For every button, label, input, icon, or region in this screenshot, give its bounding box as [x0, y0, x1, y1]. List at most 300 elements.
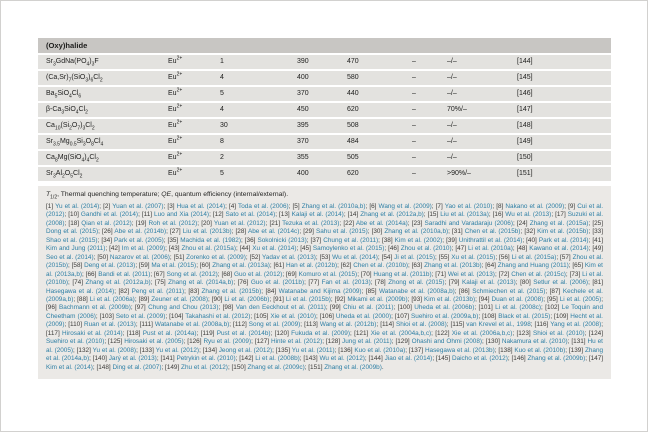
citation-link[interactable]: Hirosaki et al. (2014): [62, 329, 123, 337]
citation-link[interactable]: Zhang et al. (2012a,b): [360, 211, 424, 219]
citation-link[interactable]: Fukuda et al. (2009): [291, 329, 350, 337]
reference-number: [21]: [269, 219, 283, 227]
citation-link[interactable]: Fan et al. (2013): [321, 279, 371, 287]
reference-number: [52]: [249, 253, 263, 261]
citation-link[interactable]: Zhang et al. (2009b): [324, 363, 382, 371]
citation-link[interactable]: Dong et al. (2015): [46, 228, 99, 236]
reference-number: [105]: [254, 312, 271, 320]
reference-number: [92]: [334, 295, 348, 303]
citation-link[interactable]: Hasegawa et al. (2014): [46, 287, 115, 295]
citation-link[interactable]: Guo et al. (2012): [234, 270, 283, 278]
reference-number: [16]: [492, 211, 506, 219]
reference-number: [12]: [212, 211, 226, 219]
reference-number: [121]: [354, 329, 371, 337]
reference-number: [54]: [381, 253, 395, 261]
excitation-wavelength: 400: [297, 74, 309, 81]
reference-number: [14]: [347, 211, 361, 219]
reference-number: [59]: [138, 262, 152, 270]
reference-number: [118]: [126, 329, 143, 337]
citation-link[interactable]: Petrykin et al. (2010): [176, 355, 236, 363]
citation-link[interactable]: Daicho et al. (2012): [451, 355, 508, 363]
citation-link[interactable]: Nakamura et al. (2010): [501, 338, 568, 346]
citation-link[interactable]: Wei et al. (2013): [447, 270, 495, 278]
citation-link[interactable]: Jung et al. (2011): [342, 338, 392, 346]
citation-link[interactable]: Hirosaki et al. (2005): [124, 338, 184, 346]
citation-link[interactable]: Sokolnicki (2013): [257, 236, 307, 244]
citation-link[interactable]: Abe et al. (2014c): [247, 228, 300, 236]
citation-link[interactable]: Watanabe et al. (2008a,b): [378, 287, 455, 295]
citation-link[interactable]: Cui et al. (2012): [46, 203, 604, 219]
emission-wavelength: 484: [347, 138, 359, 145]
reference-number: [20]: [201, 219, 214, 227]
thermal-quenching-value: –: [412, 58, 416, 65]
citation-link[interactable]: Hua et al. (2014): [176, 203, 226, 210]
citation-link[interactable]: Roh et al. (2012): [148, 219, 198, 227]
citation-link[interactable]: Li et al. (2006a): [89, 295, 135, 303]
citation-link[interactable]: Qian et al. (2012): [81, 219, 132, 227]
emission-wavelength: 620: [347, 170, 359, 177]
reference-number: [106]: [319, 312, 336, 320]
citation-link[interactable]: Mikami et al. (2009b): [347, 295, 408, 303]
citation-link[interactable]: Chung et al. (2011): [323, 236, 379, 244]
table-row: [38, 167, 611, 183]
citation-link[interactable]: Duan et al. (2008): [491, 295, 544, 303]
citation-link[interactable]: Abe et al. (2014a): [355, 219, 408, 227]
table-body: [38, 55, 611, 183]
compound-formula: $Sr_3Al_2O_5Cl_2$: [46, 170, 83, 180]
reference-number: [99]: [330, 304, 344, 312]
table-footnote: $T_{1/2}$, Thermal quenching temperature; QE, quantum efficiency (internal/external).: [46, 191, 289, 201]
activator-concentration: 4: [220, 74, 224, 81]
citation-link[interactable]: Luo and Xia (2014): [154, 211, 210, 219]
reference-number: [64]: [485, 262, 498, 270]
citation-link[interactable]: Unithrattil et al. (2014): [458, 236, 523, 244]
activator-concentration: 1: [220, 58, 224, 65]
activator-ion: $Eu^{2+}$: [168, 87, 183, 97]
citation-link[interactable]: Zhang et al. (2014a,b): [168, 279, 234, 287]
thermal-quenching-value: –: [412, 170, 416, 177]
reference-number: [88]: [77, 295, 90, 303]
citation-link[interactable]: Yao et al. (2010): [444, 203, 493, 210]
citation-link[interactable]: Wang et al. (2009): [378, 203, 432, 210]
reference-number: [51]: [173, 253, 187, 261]
reference-number: [29]: [303, 228, 316, 236]
reference-number: [140]: [92, 355, 109, 363]
citation-link[interactable]: Im et al. (2009): [121, 245, 166, 253]
reference-number: [55]: [438, 253, 452, 261]
excitation-wavelength: 400: [297, 170, 309, 177]
excitation-wavelength: 395: [297, 122, 309, 129]
reference-number: [41]: [592, 236, 604, 244]
citation-link[interactable]: Hecht et al. (2009): [46, 312, 603, 329]
reference-number: [110]: [68, 321, 85, 329]
reference-number: [124]: [588, 329, 603, 337]
reference-number: [43]: [168, 245, 182, 253]
reference-number: [127]: [254, 338, 271, 346]
reference-number: [60]: [199, 262, 213, 270]
citation-link[interactable]: Black et al. (2015): [498, 312, 551, 320]
activator-concentration: 4: [220, 106, 224, 113]
excitation-wavelength: 370: [297, 90, 309, 97]
citation-link[interactable]: Li et al. (2015b): [285, 295, 331, 303]
citation-link[interactable]: Zeuner et al. (2008): [151, 295, 208, 303]
reference-number: [1]: [46, 203, 56, 210]
reference-number: [77]: [308, 279, 322, 287]
citation-link[interactable]: Zhang et al. (2013b): [424, 262, 482, 270]
reference-number: [120]: [274, 329, 292, 337]
reference-bracket: [145]: [517, 74, 533, 81]
reference-number: [144]: [368, 355, 385, 363]
citation-link[interactable]: Kalaji et al. (2014): [291, 211, 344, 219]
citation-link[interactable]: Huang et al. (2011b): [373, 270, 432, 278]
reference-number: [66]: [85, 270, 99, 278]
citation-link[interactable]: Li et al. (2008c): [495, 304, 541, 312]
citation-link[interactable]: Pust et al. (2014b): [216, 329, 271, 337]
reference-number: [109]: [554, 312, 571, 320]
reference-number: [31]: [452, 228, 465, 236]
reference-number: [9]: [568, 203, 578, 210]
citation-link[interactable]: Ding et al. (2007): [112, 363, 162, 371]
reference-number: [46]: [388, 245, 401, 253]
reference-number: [36]: [244, 236, 258, 244]
quantum-efficiency: –/–: [447, 154, 457, 161]
reference-number: [10]: [68, 211, 81, 219]
citation-link[interactable]: Kim et al. (2014): [46, 363, 93, 371]
citation-link[interactable]: Ryu et al. (2009): [203, 338, 252, 346]
reference-number: [75]: [154, 279, 169, 287]
citation-link[interactable]: Li et al. (2010a): [467, 245, 513, 253]
thermal-quenching-value: –: [412, 122, 416, 129]
reference-number: [101]: [478, 304, 496, 312]
citation-link[interactable]: Kim et al. (2013a,b): [46, 262, 603, 278]
reference-number: [145]: [435, 355, 452, 363]
citation-link[interactable]: Wang et al. (2012b): [319, 321, 377, 329]
citation-link[interactable]: Van den Eeckhout et al. (2011): [235, 304, 326, 312]
citation-link[interactable]: Yu et al. (2008): [92, 346, 137, 354]
citation-link[interactable]: Zhang et al. (2013a): [212, 262, 270, 270]
citation-link[interactable]: Park et al. (2005): [114, 236, 164, 244]
reference-number: [80]: [520, 279, 534, 287]
reference-number: [134]: [202, 346, 219, 354]
citation-link[interactable]: Guo et al. (2011b): [250, 279, 305, 287]
reference-number: [114]: [380, 321, 396, 329]
citation-link[interactable]: Yu et al. (2014): [55, 203, 100, 210]
citation-link[interactable]: Watanabe and Kijima (2009): [278, 287, 362, 295]
citation-link[interactable]: Chen et al. (2015b): [464, 228, 521, 236]
reference-number: [112]: [233, 321, 249, 329]
reference-number: [85]: [365, 287, 379, 295]
reference-number: [24]: [516, 219, 530, 227]
citation-link[interactable]: Zhong et al. (2015): [388, 279, 445, 287]
citation-link[interactable]: Kim and Jung (2011): [46, 245, 106, 253]
citation-link[interactable]: Ma et al. (2015): [151, 262, 197, 270]
reference-number: [143]: [303, 355, 320, 363]
citation-link[interactable]: Wu et al. (2014): [332, 253, 378, 261]
citation-link[interactable]: Saradhi and Varadaraju (2006): [424, 219, 513, 227]
reference-number: [131]: [571, 338, 588, 346]
reference-number: [107]: [394, 312, 412, 320]
citation-link[interactable]: Zhang et al. (2012a,b): [85, 279, 151, 287]
reference-number: [7]: [435, 203, 445, 210]
reference-number: [139]: [568, 346, 585, 354]
reference-number: [32]: [524, 228, 538, 236]
citation-link[interactable]: Xu et al. (2015): [451, 253, 496, 261]
reference-number: [103]: [99, 312, 116, 320]
citation-link[interactable]: Zhang et al. (2015b): [201, 287, 262, 295]
citation-link[interactable]: Ji et al. (2015): [394, 253, 435, 261]
citation-link[interactable]: Song et al. (2012): [166, 270, 218, 278]
reference-number: [8]: [496, 203, 506, 210]
citation-link[interactable]: Samoylenko et al. (2015): [312, 245, 385, 253]
reference-number: [79]: [448, 279, 462, 287]
citation-link[interactable]: Hinte et al. (2012): [270, 338, 323, 346]
reference-number: [133]: [139, 346, 156, 354]
compound-formula: $Sr_3GdNa(PO_4)_3F$: [46, 58, 99, 68]
citation-link[interactable]: Suehiro et al. (2009a,b): [411, 312, 479, 320]
citation-link[interactable]: Yang et al. (2008): [550, 321, 602, 329]
citation-link[interactable]: Yu et al. (2011): [291, 346, 335, 354]
citation-link[interactable]: Wu et al. (2012): [319, 355, 365, 363]
citation-link[interactable]: Park et al. (2014): [538, 236, 589, 244]
citation-link[interactable]: Deng et al. (2013): [84, 262, 136, 270]
citation-link[interactable]: Li et al. (2006b): [224, 295, 270, 303]
excitation-wavelength: 355: [297, 154, 309, 161]
citation-link[interactable]: Zhang et al. (2014a,b): [46, 346, 604, 363]
citation-link[interactable]: Jarý et al. (2013): [108, 355, 157, 363]
citation-link[interactable]: Yadav et al. (2013): [262, 253, 316, 261]
citation-link[interactable]: Li et al. (2008b): [255, 355, 300, 363]
citation-link[interactable]: Li et al. (2005): [559, 295, 602, 303]
citation-link[interactable]: Kim et al. (2002): [394, 236, 443, 244]
citation-link[interactable]: Zhang et al. (2009c): [247, 363, 305, 371]
quantum-efficiency: –/–: [447, 58, 457, 65]
activator-ion: $Eu^{2+}$: [168, 135, 183, 145]
emission-wavelength: 620: [347, 106, 359, 113]
emission-wavelength: 580: [347, 74, 359, 81]
activator-ion: $Eu^{2+}$: [168, 119, 183, 129]
reference-number: [113]: [304, 321, 320, 329]
activator-ion: $Eu^{2+}$: [168, 55, 183, 65]
reference-number: [4]: [228, 203, 239, 210]
citation-link[interactable]: Abe et al. (2014b): [114, 228, 167, 236]
activator-ion: $Eu^{2+}$: [168, 103, 183, 113]
reference-number: [100]: [397, 304, 415, 312]
citation-link[interactable]: Zhu et al. (2012): [181, 363, 228, 371]
reference-number: [96]: [46, 304, 60, 312]
reference-number: [82]: [118, 287, 132, 295]
citation-link[interactable]: Kawano et al. (2014): [529, 245, 589, 253]
citation-link[interactable]: Li et al. (2010b): [46, 270, 603, 287]
reference-number: [102]: [545, 304, 562, 312]
citation-link[interactable]: Bandi et al. (2011): [98, 270, 151, 278]
citation-link[interactable]: Takahashi et al. (2012): [185, 312, 251, 320]
compound-formula: $Ba_5SiO_4Cl_6$: [46, 90, 82, 100]
reference-number: [132]: [76, 346, 93, 354]
citation-link[interactable]: Toda et al. (2006): [238, 203, 289, 210]
citation-link[interactable]: Peng et al. (2011): [131, 287, 185, 295]
reference-number: [50]: [97, 253, 110, 261]
reference-number: [42]: [109, 245, 122, 253]
citation-link[interactable]: Le Toquin and Cheetham (2006): [46, 304, 604, 320]
citation-link[interactable]: Xie et al. (2004a,b,c): [370, 329, 432, 337]
citation-link[interactable]: Zhou et al. (2015a): [181, 245, 236, 253]
citation-link[interactable]: Hu et al. (2005): [46, 338, 603, 354]
citation-link[interactable]: Kuo et al. (2010b): [514, 346, 566, 354]
reference-number: [147]: [588, 355, 604, 363]
citation-link[interactable]: Pust et al. (2014a): [142, 329, 197, 337]
quantum-efficiency: –/–: [447, 74, 457, 81]
citation-link[interactable]: Hasegawa et al. (2013b): [424, 346, 495, 354]
citation-link[interactable]: Uheda et al. (2006b): [414, 304, 475, 312]
citation-link[interactable]: Xu et al. (2014): [252, 245, 297, 253]
citation-link[interactable]: Zhang and Huang (2011): [497, 262, 569, 270]
citation-link[interactable]: Nazarov et al. (2006): [109, 253, 170, 261]
citation-link[interactable]: Wu et al. (2013): [505, 211, 552, 219]
citation-link[interactable]: Chiu et al. (2011): [343, 304, 394, 312]
citation-link[interactable]: Li et al. (2015a): [511, 253, 557, 261]
reference-number: [129]: [395, 338, 412, 346]
citation-link[interactable]: Shioi et al. (2010): [533, 329, 585, 337]
reference-number: [125]: [108, 338, 125, 346]
citation-link[interactable]: Zhang et al. (2010a,b): [301, 203, 366, 210]
citation-link[interactable]: Suzuki et al. (2008): [46, 211, 603, 227]
citation-link[interactable]: Zhang et al. (2010a,b): [384, 228, 449, 236]
citation-link[interactable]: Ohashi and Ohmi (2008): [411, 338, 483, 346]
reference-number: [108]: [482, 312, 499, 320]
citation-link[interactable]: Watanabe et al. (2008a,b): [154, 321, 230, 329]
citation-link[interactable]: Machida et al. (1982): [180, 236, 241, 244]
reference-number: [122]: [435, 329, 452, 337]
citation-link[interactable]: Zhou et al. (2015b): [46, 253, 604, 270]
reference-number: [74]: [72, 279, 86, 287]
citation-link[interactable]: Sahu et al. (2015): [315, 228, 368, 236]
citation-link[interactable]: Xie et al. (2010): [270, 312, 316, 320]
reference-number: [53]: [319, 253, 333, 261]
reference-number: [39]: [446, 236, 459, 244]
reference-number: [81]: [592, 279, 604, 287]
citation-link[interactable]: Kuo et al. (2010a): [354, 346, 406, 354]
citation-link[interactable]: Schmiechen et al. (2015): [472, 287, 546, 295]
reference-number: [48]: [516, 245, 530, 253]
reference-number: [34]: [101, 236, 115, 244]
citation-link[interactable]: Ruan et al. (2013): [84, 321, 136, 329]
citation-link[interactable]: Gandhi et al. (2014): [80, 211, 139, 219]
emission-wavelength: 508: [347, 122, 359, 129]
references-paragraph: [1] Yu et al. (2014); [2] Yuan et al. (2007); [3] Hua et al. (2014); [4] Toda et al. (2006); [5] Zhang et al. (2010a,b); [6] Wang et al. (2009); [7] Yao et al. (2010); [8] Nakano et al. (2009); [9] Cui et al. (2012); [10] Gandhi et al. (2014); [11] Luo and Xia (2014); [12] Sato et al. (2014); [13] Kalaji et al. (2014); [14] Zhang et al. (2012a,b); [15] Liu et al. (2013a); [16] Wu et al. (2013); [17] Suzuki et al. (2008); [18] Qian et al. (2012); [19] Roh et al. (2012); [20] Yuan et al. (2012); [21] Tezuka et al. (2013); [22] Abe et al. (2014a); [23] Saradhi and Varadaraju (2006); [24] Zhang et al. (2015a); [25] Dong et al. (2015); [26] Abe et al. (2014b); [27] Liu et al. (2013b); [28] Abe et al. (2014c); [29] Sahu et al. (2015); [30] Zhang et al. (2010a,b); [31] Chen et al. (2015b); [32] Kim et al. (2015b); [33] Shao et al. (2015); [34] Park et al. (2005); [35] Machida et al. (1982); [36] Sokolnicki (2013); [37] Chung et al. (2011); [38] Kim et al. (2002); [39] Unithrattil et al. (2014); [40] Park et al. (2014); [41] Kim and Jung (2011); [42] Im et al. (2009); [43] Zhou et al. (2015a); [44] Xu et al. (2014); [45] Samoylenko et al. (2015); [46] Zhou et al. (2010); [47] Li et al. (2010a); [48] Kawano et al. (2014); [49] Seo et al. (2014); [50] Nazarov et al. (2006); [51] Zorenko et al. (2009); [52] Yadav et al. (2013); [53] Wu et al. (2014); [54] Ji et al. (2015); [55] Xu et al. (2015); [56] Li et al. (2015a); [57] Zhou et al. (2015b); [58] Deng et al. (2013); [59] Ma et al. (2015); [60] Zhang et al. (2013a); [61] Han et al. (2012b); [62] Chen et al. (2010b); [63] Zhang et al. (2013b); [64] Zhang and Huang (2011); [65] Kim et al. (2013a,b); [66] Bandi et al. (2011); [67] Song et al. (2012); [68] Guo et al. (2012); [69] Komuro et al. (2015); [70] Huang et al. (2011b); [71] Wei et al. (2013); [72] Chen et al. (2015c); [73] Li et al. (2010b); [74] Zhang et al. (2012a,b); [75] Zhang et al. (2014a,b); [76] Guo et al. (2011b); [77] Fan et al. (2013); [78] Zhong et al. (2015); [79] Kalaji et al. (2013); [80] Setlur et al. (2006); [81] Hasegawa et al. (2014); [82] Peng et al. (2011); [83] Zhang et al. (2015b); [84] Watanabe and Kijima (2009); [85] Watanabe et al. (2008a,b); [86] Schmiechen et al. (2015); [87] Kechele et al. (2009a,b); [88] Li et al. (2006a); [89] Zeuner et al. (2008); [90] Li et al. (2006b); [91] Li et al. (2015b); [92] Mikami et al. (2009b); [93] Kim et al. (2013b); [94] Duan et al. (2008); [95] Li et al. (2005); [96] Bachmann et al. (2009b); [97] Chung and Chou (2013); [98] Van den Eeckhout et al. (2011); [99] Chiu et al. (2011); [100] Uheda et al. (2006b); [101] Li et al. (2008c); [102] Le Toquin and Cheetham (2006); [103] Seto et al. (2009); [104] Takahashi et al. (2012); [105] Xie et al. (2010); [106] Uheda et al. (2000); [107] Suehiro et al. (2009a,b); [108] Black et al. (2015); [109] Hecht et al. (2009); [110] Ruan et al. (2013); [111] Watanabe et al. (2008a,b); [112] Song et al. (2009); [113] Wang et al. (2012b); [114] Shioi et al. (2008); [115] van Krevel et al., 1998; [116] Yang et al. (2008); [117] Hirosaki et al. (2014); [118] Pust et al. (2014a); [119] Pust et al. (2014b); [120] Fukuda et al. (2009); [121] Xie et al. (2004a,b,c); [122] Xie et al. (2006a,b,c); [123] Shioi et al. (2010); [124] Suehiro et al. (2010); [125] Hirosaki et al. (2005); [126] Ryu et al. (2009); [127] Hinte et al. (2012); [128] Jung et al. (2011); [129] Ohashi and Ohmi (2008); [130] Nakamura et al. (2010); [131] Hu et al. (2005); [132] Yu et al. (2008); [133] Yu et al. (2012); [134] Jeong et al. (2012); [135] Yu et al. (2011); [136] Kuo et al. (2010a); [137] Hasegawa et al. (2013b); [138] Kuo et al. (2010b); [139] Zhang et al. (2014a,b); [140] Jarý et al. (2013); [141] Petrykin et al. (2010); [142] Li et al. (2008b); [143] Wu et al. (2012); [144] Jiao et al. (2014); [145] Daicho et al. (2012); [146] Zhang et al. (2009b); [147] Kim et al. (2014); [148] Ding et al. (2007); [149] Zhu et al. (2012); [150] Zhang et al. (2009c); [151] Zhang et al. (2009b).: [46, 203, 604, 371]
reference-number: [89]: [138, 295, 152, 303]
reference-number: [38]: [381, 236, 395, 244]
emission-wavelength: 470: [347, 58, 359, 65]
reference-number: [95]: [547, 295, 560, 303]
citation-link[interactable]: Suehiro et al. (2010): [46, 338, 105, 346]
citation-link[interactable]: Zhang et al. (2009b): [527, 355, 586, 363]
excitation-wavelength: 450: [297, 106, 309, 113]
citation-link[interactable]: Komuro et al. (2015): [298, 270, 358, 278]
table-row: [38, 103, 611, 119]
citation-link[interactable]: Shioi et al. (2008): [395, 321, 447, 329]
citation-link[interactable]: Yuan et al. (2007): [112, 203, 164, 210]
citation-link[interactable]: Chen et al. (2015c): [511, 270, 566, 278]
excitation-wavelength: 370: [297, 138, 309, 145]
reference-number: [5]: [292, 203, 302, 210]
citation-link[interactable]: Zhou et al. (2010): [400, 245, 452, 253]
activator-ion: $Eu^{2+}$: [168, 71, 183, 81]
citation-link[interactable]: Kalaji et al. (2013): [461, 279, 516, 287]
citation-link[interactable]: Xie et al. (2006a,b,c): [451, 329, 513, 337]
citation-link[interactable]: Kim et al. (2013b): [424, 295, 476, 303]
citation-link[interactable]: Uheda et al. (2000): [335, 312, 392, 320]
reference-number: [58]: [71, 262, 85, 270]
citation-link[interactable]: Setlur et al. (2006): [533, 279, 589, 287]
reference-number: [69]: [286, 270, 299, 278]
compound-formula: $Sr_{3.5}Mg_{0.5}Si_3O_8Cl_4$: [46, 138, 104, 148]
citation-link[interactable]: Jeong et al. (2012): [218, 346, 273, 354]
reference-number: [142]: [239, 355, 256, 363]
citation-link[interactable]: Sato et al. (2014): [225, 211, 276, 219]
reference-number: [138]: [498, 346, 515, 354]
citation-link[interactable]: Liu et al. (2013a): [440, 211, 489, 219]
citation-link[interactable]: Nakano et al. (2009): [505, 203, 565, 210]
reference-number: [47]: [455, 245, 468, 253]
citation-link[interactable]: Shao et al. (2015): [46, 236, 98, 244]
emission-wavelength: 505: [347, 154, 359, 161]
compound-formula: $Ca_8Mg(SiO_4)_4Cl_2$: [46, 154, 99, 164]
citation-link[interactable]: van Krevel et al., 1998: [466, 321, 531, 329]
table-row: [38, 55, 611, 71]
reference-number: [146]: [511, 355, 528, 363]
thermal-quenching-value: –: [412, 90, 416, 97]
citation-link[interactable]: Seto et al. (2009): [115, 312, 166, 320]
reference-number: [44]: [239, 245, 253, 253]
reference-number: [37]: [310, 236, 324, 244]
citation-link[interactable]: Chung and Chou (2013): [148, 304, 219, 312]
reference-number: [78]: [375, 279, 389, 287]
reference-number: [27]: [170, 228, 183, 236]
citation-link[interactable]: Jiao et al. (2014): [384, 355, 433, 363]
reference-number: [111]: [139, 321, 155, 329]
citation-link[interactable]: Seo et al. (2014): [46, 253, 94, 261]
citation-link[interactable]: Chen et al. (2010b): [353, 262, 409, 270]
table-row: [38, 135, 611, 151]
citation-link[interactable]: Yu et al. (2012): [155, 346, 200, 354]
reference-number: [30]: [371, 228, 385, 236]
citation-link[interactable]: Zorenko et al. (2009): [186, 253, 246, 261]
reference-number: [149]: [165, 363, 182, 371]
citation-link[interactable]: Yuan et al. (2012): [213, 219, 266, 227]
reference-number: [148]: [96, 363, 113, 371]
citation-link[interactable]: Song et al. (2009): [248, 321, 301, 329]
citation-link[interactable]: Liu et al. (2013b): [182, 228, 232, 236]
citation-link[interactable]: Tezuka et al. (2013): [282, 219, 340, 227]
citation-link[interactable]: Kim et al. (2015b): [537, 228, 589, 236]
citation-link[interactable]: Han et al. (2012b): [285, 262, 338, 270]
reference-number: [61]: [273, 262, 286, 270]
reference-number: [119]: [200, 329, 217, 337]
reference-number: [3]: [167, 203, 177, 210]
citation-link[interactable]: Zhang et al. (2015a): [529, 219, 589, 227]
table-row: [38, 71, 611, 87]
activator-concentration: 30: [220, 122, 228, 129]
quantum-efficiency: –/–: [447, 90, 457, 97]
citation-link[interactable]: Kechele et al. (2009a,b): [46, 287, 603, 303]
reference-number: [70]: [360, 270, 374, 278]
activator-ion: $Eu^{2+}$: [168, 167, 183, 177]
reference-number: [63]: [411, 262, 425, 270]
table-row: [38, 87, 611, 103]
activator-concentration: 5: [220, 90, 224, 97]
citation-link[interactable]: Bachmann et al. (2009b): [59, 304, 131, 312]
reference-number: [115]: [450, 321, 467, 329]
